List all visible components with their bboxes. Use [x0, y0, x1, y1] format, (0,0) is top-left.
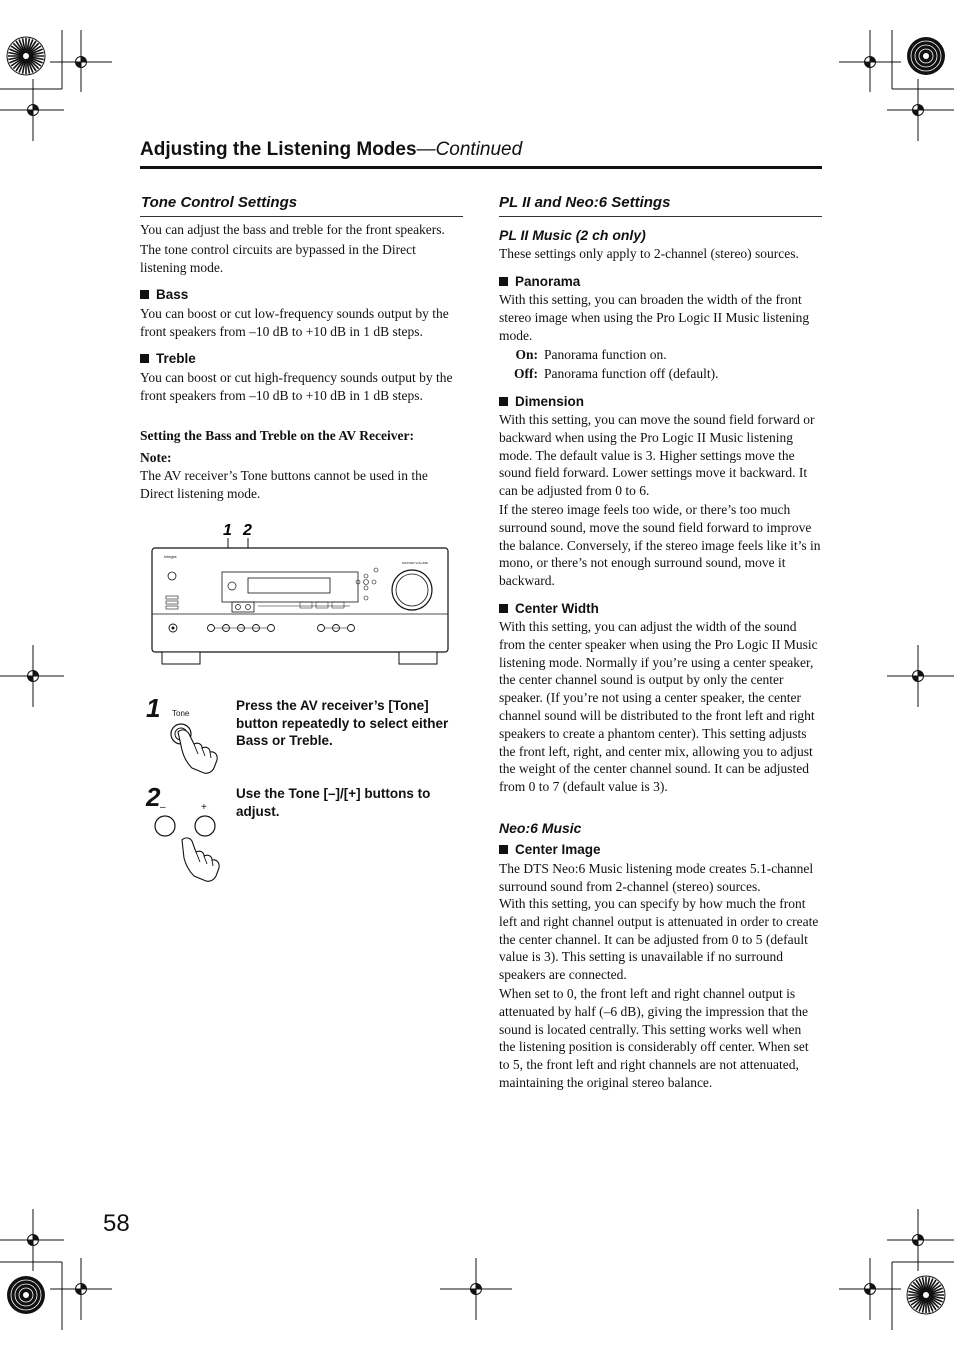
callout-1: 1	[223, 522, 232, 539]
center-image-text-1: The DTS Neo:6 Music listening mode creates 5.1-channel surround sound from 2-channel (stereo) sources.	[499, 861, 814, 894]
center-image-heading	[499, 842, 601, 857]
option-label: On:	[515, 347, 538, 362]
step-1-number: 1	[146, 693, 161, 723]
square-bullet-icon	[499, 845, 508, 854]
panorama-heading-text: Panorama	[515, 274, 581, 289]
square-bullet-icon	[499, 604, 508, 613]
center-image-heading-text: Center Image	[515, 842, 601, 857]
treble-text: You can boost or cut high-frequency sounds output by the front speakers from –10 dB to +10 dB in 1 dB steps.	[140, 370, 453, 403]
tone-button-press-icon	[164, 706, 226, 778]
bass-heading-text: Bass	[156, 287, 189, 302]
dimension-text-1: With this setting, you can move the sound field forward or backward when using the Pro Logic II Music listening mode. The default value is 3. Higher settings move the sound field forward. Lower settings move it backward. It can be adjusted from 0 to 6.	[499, 412, 815, 499]
bass-text: You can boost or cut low-frequency sounds output by the front speakers from –10 dB to +10 dB in 1 dB steps.	[140, 306, 449, 339]
neo6-music-heading: Neo:6 Music	[499, 820, 582, 836]
center-width-heading	[499, 601, 599, 616]
page-header-title	[140, 139, 522, 161]
right-section-rule	[499, 216, 822, 217]
header-title-text: Adjusting the Listening Modes	[140, 139, 417, 160]
left-section-rule	[140, 216, 463, 217]
treble-heading-text: Treble	[156, 351, 196, 366]
tone-label: Tone	[172, 709, 190, 718]
square-bullet-icon	[499, 277, 508, 286]
pl2-music-heading: PL II Music (2 ch only)	[499, 227, 646, 243]
panorama-option-off	[508, 364, 718, 383]
panorama-option-on	[508, 345, 667, 364]
minus-label: –	[160, 802, 166, 813]
tone-minus-plus-buttons-icon	[150, 800, 230, 886]
callout-2: 2	[243, 522, 252, 539]
treble-heading	[140, 351, 196, 366]
pl2-music-intro: These settings only apply to 2-channel (stereo) sources.	[499, 246, 799, 261]
option-label: Off:	[514, 366, 538, 381]
center-width-text: With this setting, you can adjust the width of the sound from the center speaker when using the Pro Logic II Music listening mode. Normally if you’re using a center speaker, the center channel sound is output by only the center speaker. (If you’re not using a center speaker, the center channel sound will be distributed to the front left and right speakers to create a phantom center). This setting adjusts the front left, right, and center mix, allowing you to adjust the weight of the center channel sound. It can be adjusted from 0 to 7 (default value is 3).	[499, 619, 818, 795]
setting-bass-treble-heading: Setting the Bass and Treble on the AV Receiver:	[140, 428, 415, 443]
bass-heading	[140, 287, 188, 302]
option-text: Panorama function on.	[544, 347, 667, 362]
step-2-text: Use the Tone [–]/[+] buttons to adjust.	[236, 786, 431, 819]
option-text: Panorama function off (default).	[544, 366, 719, 381]
panorama-text: With this setting, you can broaden the width of the front stereo image when using the Pro Logic II Music listening mode.	[499, 292, 810, 343]
page-number: 58	[103, 1210, 130, 1237]
note-label: Note:	[140, 450, 172, 465]
svg-text:Integra: Integra	[164, 554, 177, 559]
center-image-text-3: When set to 0, the front left and right channel output is attenuated by half (–6 dB), giving the impression that the sound is located centrally. This setting works well when the listening position is considerably off center. When set to 5, the front left and right channels are not attenuated, maintaining the original stereo balance.	[499, 986, 809, 1090]
center-image-text-2: With this setting, you can specify by how much the front left and right channel output is attenuated in order to create the center channel. It can be adjusted from 0 to 5 (default value is 3). This setting is unavailable if no surround speakers are connected.	[499, 896, 819, 983]
av-receiver-front-panel-illustration	[150, 518, 452, 668]
tone-intro-1: You can adjust the bass and treble for the front speakers.	[140, 222, 445, 237]
step-2-number: 2	[146, 782, 161, 812]
plus-label: +	[201, 802, 207, 813]
dimension-heading	[499, 394, 584, 409]
svg-text:MASTER VOLUME: MASTER VOLUME	[402, 561, 429, 565]
header-continued-text: —Continued	[416, 139, 523, 160]
dimension-text-2: If the stereo image feels too wide, or there’s too much surround sound, move the sound field forward to improve the balance. Conversely, if the stereo image feels like it’s in mono, or there’s not enough surround sound, move it backward.	[499, 502, 821, 589]
center-width-heading-text: Center Width	[515, 601, 599, 616]
step-1-text: Press the AV receiver’s [Tone] button repeatedly to select either Bass or Treble.	[236, 698, 449, 748]
tone-intro-2: The tone control circuits are bypassed in the Direct listening mode.	[140, 242, 416, 275]
header-rule	[140, 166, 822, 169]
note-text: The AV receiver’s Tone buttons cannot be used in the Direct listening mode.	[140, 468, 428, 501]
tone-control-heading: Tone Control Settings	[141, 194, 298, 211]
square-bullet-icon	[140, 290, 149, 299]
square-bullet-icon	[140, 354, 149, 363]
square-bullet-icon	[499, 397, 508, 406]
pl2-neo6-heading: PL II and Neo:6 Settings	[499, 194, 671, 211]
panorama-heading	[499, 274, 580, 289]
dimension-heading-text: Dimension	[515, 394, 585, 409]
